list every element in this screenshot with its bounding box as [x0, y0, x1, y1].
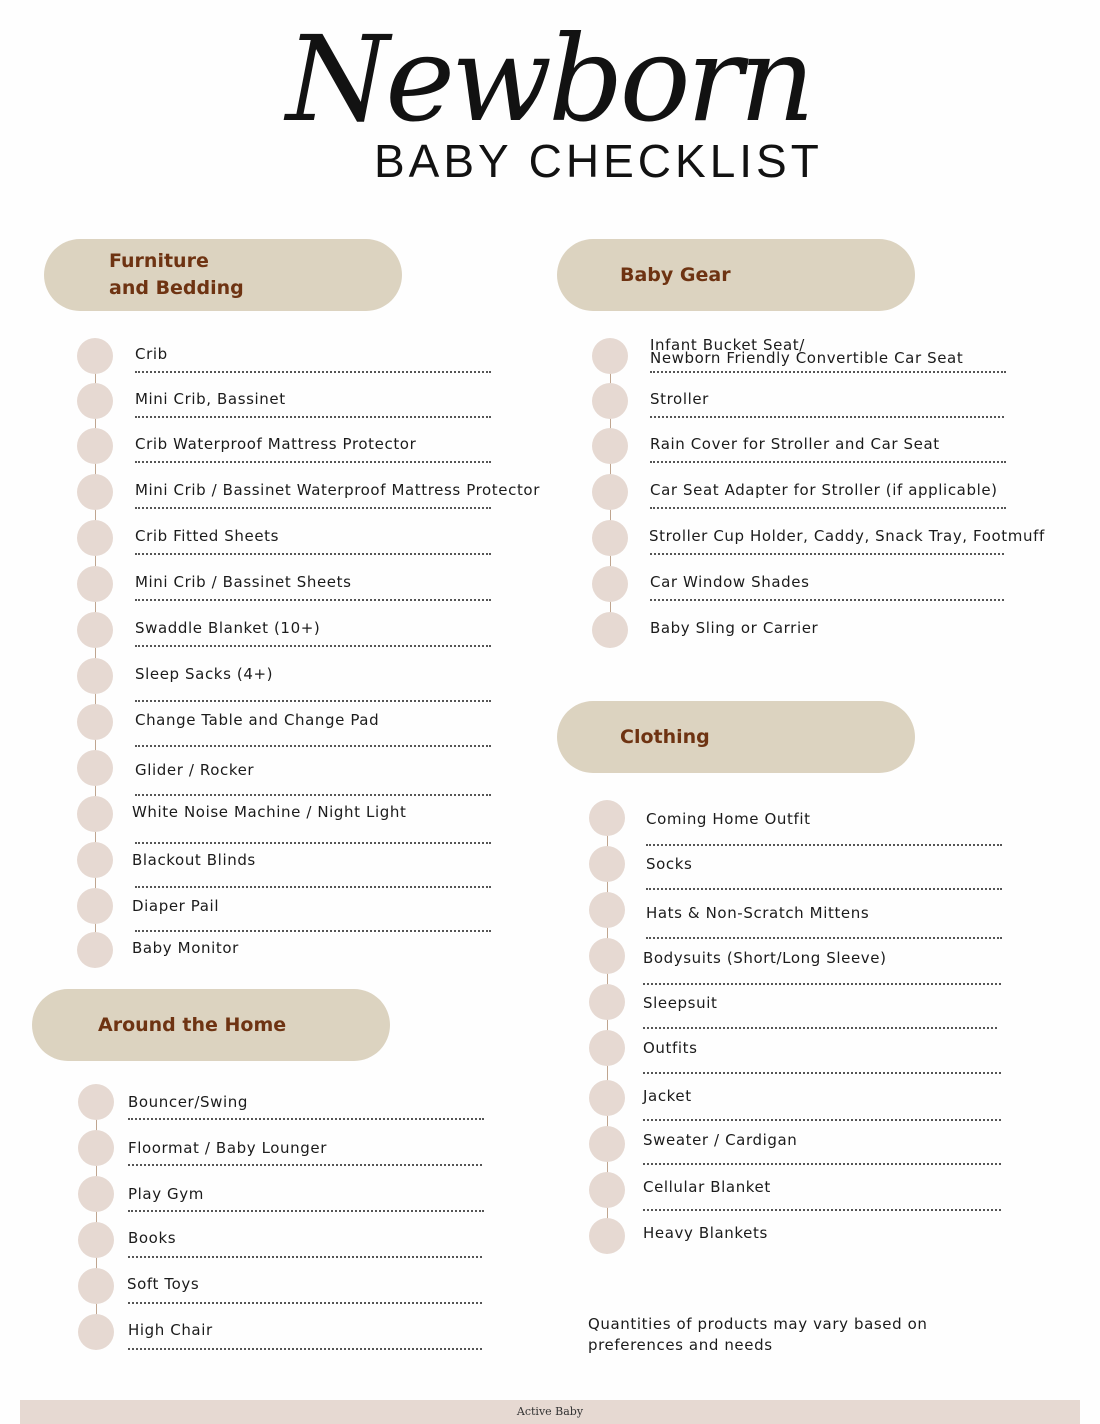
checklist-item[interactable] [78, 1314, 538, 1354]
checkbox-circle[interactable] [77, 474, 113, 510]
checklist-item[interactable] [589, 1080, 1049, 1120]
dotted-line [650, 553, 1004, 555]
checkbox-circle[interactable] [78, 1314, 114, 1350]
checklist-item[interactable] [77, 383, 537, 423]
dotted-line [135, 416, 491, 418]
checklist-item[interactable] [589, 800, 1049, 840]
checkbox-circle[interactable] [592, 520, 628, 556]
dotted-line [135, 599, 491, 601]
checklist-item-label: High Chair [128, 1321, 213, 1339]
checklist-item[interactable] [77, 932, 537, 972]
checkbox-circle[interactable] [589, 984, 625, 1020]
checklist-item-label: Rain Cover for Stroller and Car Seat [650, 435, 940, 453]
checklist-item-label: Stroller [650, 390, 709, 408]
checklist-item[interactable] [589, 938, 1049, 978]
checklist-item-label: Blackout Blinds [132, 851, 256, 869]
checklist-item-label: Diaper Pail [132, 897, 220, 915]
section-title-furniture: Furniture and Bedding [109, 250, 244, 299]
checklist-item-label: Sleepsuit [643, 994, 718, 1012]
checklist-item[interactable] [589, 1172, 1049, 1212]
checklist-item[interactable] [592, 474, 1052, 514]
checkbox-circle[interactable] [592, 612, 628, 648]
checklist-item[interactable] [78, 1268, 538, 1308]
dotted-line [650, 416, 1004, 418]
checklist-item-label: Soft Toys [127, 1275, 200, 1293]
checklist-item-label: Crib Waterproof Mattress Protector [135, 435, 417, 453]
checklist-item-label: Socks [646, 855, 693, 873]
checkbox-circle[interactable] [77, 888, 113, 924]
dotted-line [128, 1118, 484, 1120]
checklist-item[interactable] [77, 796, 537, 836]
checkbox-circle[interactable] [77, 658, 113, 694]
section-title-home: Around the Home [98, 1013, 287, 1036]
checkbox-circle[interactable] [77, 750, 113, 786]
checkbox-circle[interactable] [77, 428, 113, 464]
checklist-item-label: White Noise Machine / Night Light [132, 803, 407, 821]
checklist-item[interactable] [592, 338, 1052, 378]
checklist-item[interactable] [589, 1030, 1049, 1070]
dotted-line [650, 461, 1006, 463]
checklist-item[interactable] [77, 520, 537, 560]
dotted-line [650, 371, 1006, 373]
checkbox-circle[interactable] [77, 520, 113, 556]
checklist-item-label: Cellular Blanket [643, 1178, 771, 1196]
dotted-line [135, 553, 491, 555]
dotted-line [650, 507, 1006, 509]
section-title-clothing: Clothing [620, 725, 710, 748]
title-script: Newborn [286, 10, 812, 148]
title-subtitle: BABY CHECKLIST [374, 135, 823, 187]
checklist-item-label: Infant Bucket Seat/ Newborn Friendly Convertible Car Seat [650, 336, 964, 367]
checkbox-circle[interactable] [589, 846, 625, 882]
checklist-item-label: Sweater / Cardigan [643, 1131, 798, 1149]
checklist-item[interactable] [77, 888, 537, 928]
checklist-item-label: Baby Sling or Carrier [650, 619, 819, 637]
checklist-item[interactable] [592, 428, 1052, 468]
checkbox-circle[interactable] [78, 1222, 114, 1258]
checklist-item[interactable] [78, 1222, 538, 1262]
dotted-line [128, 1302, 482, 1304]
checklist-item[interactable] [77, 658, 537, 698]
checklist-item[interactable] [589, 1218, 1049, 1258]
dotted-line [128, 1256, 482, 1258]
checklist-item-label: Sleep Sacks (4+) [135, 665, 274, 683]
checklist-item[interactable] [592, 566, 1052, 606]
dotted-line [135, 745, 491, 747]
checkbox-circle[interactable] [77, 612, 113, 648]
dotted-line [643, 1163, 1001, 1165]
checklist-item[interactable] [78, 1084, 538, 1124]
checklist-item-label: Books [128, 1229, 177, 1247]
checkbox-circle[interactable] [589, 1172, 625, 1208]
footer-bar [20, 1400, 1080, 1424]
section-header-home [32, 989, 390, 1061]
dotted-line [135, 700, 491, 702]
dotted-line [650, 599, 1004, 601]
checkbox-circle[interactable] [589, 800, 625, 836]
checkbox-circle[interactable] [592, 566, 628, 602]
checkbox-circle[interactable] [78, 1176, 114, 1212]
checkbox-circle[interactable] [589, 1218, 625, 1254]
checkbox-circle[interactable] [77, 932, 113, 968]
checklist-item-label: Glider / Rocker [135, 761, 255, 779]
checkbox-circle[interactable] [589, 1080, 625, 1116]
checklist-item-label: Bouncer/Swing [128, 1093, 248, 1111]
checklist-item-label: Mini Crib, Bassinet [135, 390, 286, 408]
checklist-item[interactable] [78, 1130, 538, 1170]
checklist-item-label: Heavy Blankets [643, 1224, 768, 1242]
checklist-item-label: Outfits [643, 1039, 698, 1057]
dotted-line [135, 507, 491, 509]
checklist-item[interactable] [78, 1176, 538, 1216]
dotted-line [135, 645, 491, 647]
dotted-line [643, 1072, 1001, 1074]
checkbox-circle[interactable] [592, 428, 628, 464]
checklist-item[interactable] [592, 520, 1052, 560]
checklist-item-label: Coming Home Outfit [646, 810, 811, 828]
checkbox-circle[interactable] [592, 383, 628, 419]
dotted-line [128, 1348, 482, 1350]
checklist-item-label: Mini Crib / Bassinet Waterproof Mattress Protector [135, 481, 540, 499]
checkbox-circle[interactable] [78, 1084, 114, 1120]
checklist-item[interactable] [77, 750, 537, 790]
checklist-item-label: Crib Fitted Sheets [135, 527, 280, 545]
dotted-line [646, 888, 1002, 890]
checklist-item[interactable] [77, 612, 537, 652]
checkbox-circle[interactable] [589, 1030, 625, 1066]
checklist-item[interactable] [589, 846, 1049, 886]
section-title-gear: Baby Gear [620, 263, 731, 286]
checklist-item[interactable] [77, 338, 537, 378]
section-header-furniture [44, 239, 402, 311]
checklist-item[interactable] [589, 892, 1049, 932]
checklist-item-label: Floormat / Baby Lounger [128, 1139, 327, 1157]
checklist-item[interactable] [77, 428, 537, 468]
checkbox-circle[interactable] [77, 704, 113, 740]
checklist-item[interactable] [77, 474, 540, 514]
checkbox-circle[interactable] [77, 383, 113, 419]
checkbox-circle[interactable] [592, 474, 628, 510]
checklist-item[interactable] [77, 842, 537, 882]
checklist-item-label: Bodysuits (Short/Long Sleeve) [643, 949, 887, 967]
section-header-clothing [557, 701, 915, 773]
checkbox-circle[interactable] [77, 842, 113, 878]
dotted-line [135, 371, 491, 373]
checklist-item[interactable] [77, 704, 537, 744]
checklist-item-label: Play Gym [128, 1185, 204, 1203]
footer-brand: Active Baby [516, 1405, 584, 1418]
checklist-item[interactable] [592, 383, 1052, 423]
checkbox-circle[interactable] [77, 338, 113, 374]
checklist-item-label: Hats & Non-Scratch Mittens [646, 904, 870, 922]
checklist-item[interactable] [77, 566, 537, 606]
dotted-line [135, 461, 491, 463]
checklist-item-label: Stroller Cup Holder, Caddy, Snack Tray, Footmuff [649, 527, 1045, 545]
checkbox-circle[interactable] [589, 1126, 625, 1162]
checklist-item-label: Car Window Shades [650, 573, 810, 591]
dotted-line [643, 1119, 1001, 1121]
dotted-line [128, 1210, 484, 1212]
checkbox-circle[interactable] [77, 796, 113, 832]
checklist-item-label: Baby Monitor [132, 939, 239, 957]
dotted-line [643, 1027, 997, 1029]
checklist-item-label: Change Table and Change Pad [135, 711, 380, 729]
checkbox-circle[interactable] [77, 566, 113, 602]
checklist-item-label: Car Seat Adapter for Stroller (if applicable) [650, 481, 998, 499]
checklist-item[interactable] [589, 1126, 1049, 1166]
dotted-line [128, 1164, 482, 1166]
checklist-item-label: Mini Crib / Bassinet Sheets [135, 573, 352, 591]
checkbox-circle[interactable] [589, 892, 625, 928]
checklist-item-label: Crib [135, 345, 168, 363]
quantities-note: Quantities of products may vary based on preferences and needs [588, 1315, 928, 1354]
checklist-item[interactable] [592, 612, 1052, 652]
checkbox-circle[interactable] [78, 1268, 114, 1304]
checkbox-circle[interactable] [592, 338, 628, 374]
dotted-line [643, 1209, 1001, 1211]
checkbox-circle[interactable] [589, 938, 625, 974]
checklist-item-label: Jacket [643, 1087, 692, 1105]
checklist-item[interactable] [589, 984, 1049, 1024]
checkbox-circle[interactable] [78, 1130, 114, 1166]
checklist-item-label: Swaddle Blanket (10+) [135, 619, 321, 637]
section-header-gear [557, 239, 915, 311]
